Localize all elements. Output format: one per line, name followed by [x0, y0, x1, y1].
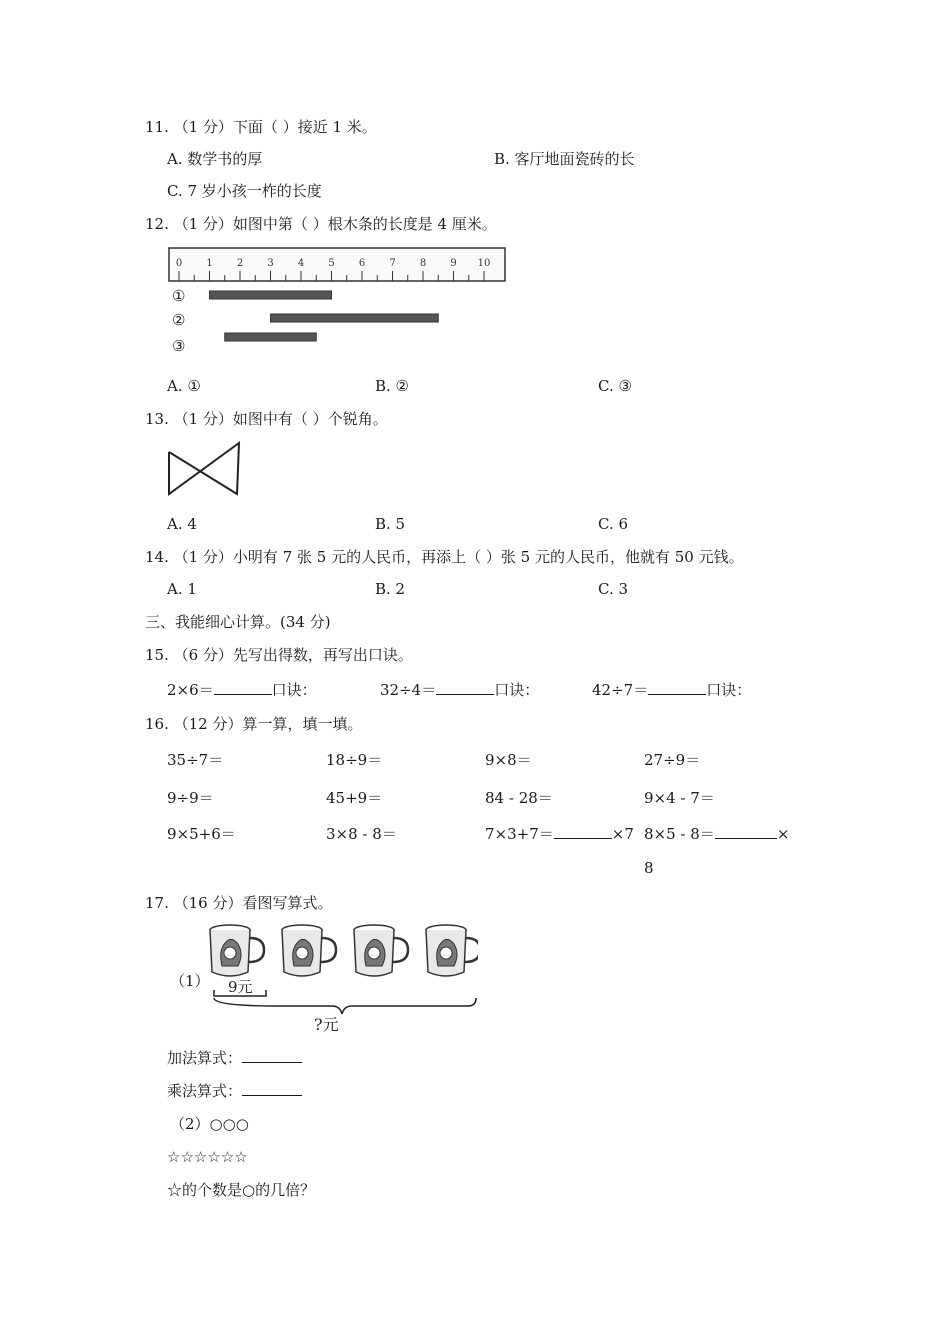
- q12-ruler-figure: [166, 244, 512, 366]
- q15-tail-3: 口诀：: [706, 681, 752, 699]
- cup-4: [426, 925, 478, 976]
- bowtie-shape: [169, 443, 239, 494]
- q17-part2-stars: ☆☆☆☆☆☆: [167, 1148, 248, 1166]
- q17-add-blank[interactable]: [242, 1048, 302, 1063]
- q15-tail-1: 口诀：: [271, 681, 317, 699]
- total-brace: [214, 998, 476, 1014]
- q16-fill-blank-1[interactable]: [554, 824, 612, 839]
- ruler-number: 4: [297, 258, 305, 269]
- q17-add-row: [167, 1048, 302, 1068]
- q15-item-2: [380, 680, 539, 700]
- q17-stem: 17. （16 分）看图写算式。: [145, 894, 333, 912]
- q17-mul-label: 乘法算式：: [167, 1082, 243, 1100]
- q16-r1-c4: 27÷9＝: [644, 751, 701, 769]
- q16-fill-blank-2[interactable]: [715, 824, 777, 839]
- q15-answer-blank-3[interactable]: [648, 680, 706, 695]
- q13-bowtie-figure: [165, 440, 245, 500]
- q16-r3-wrap: 8: [644, 859, 654, 877]
- bar-label-3: ③: [172, 337, 186, 355]
- q15-item-1: [167, 680, 317, 700]
- q15-stem: 15. （6 分）先写出得数，再写出口诀。: [145, 646, 413, 664]
- q16-r1-c2: 18÷9＝: [326, 751, 383, 769]
- total-label: ?元: [314, 1015, 339, 1034]
- q11-option-b: B. 客厅地面瓷砖的长: [494, 150, 635, 168]
- q15-tail-2: 口诀：: [494, 681, 540, 699]
- q16-r1-c1: 35÷7＝: [167, 751, 224, 769]
- q13-option-a: A. 4: [167, 515, 197, 533]
- ruler-number: 3: [267, 258, 274, 269]
- q16-r2-c2: 45+9＝: [326, 789, 383, 807]
- wood-bar-2: [271, 314, 439, 322]
- q15-expr-2: 32÷4＝: [380, 681, 437, 699]
- q14-option-c: C. 3: [598, 580, 629, 598]
- cup-1: [210, 925, 264, 976]
- q17-add-label: 加法算式：: [167, 1049, 243, 1067]
- q15-item-3: [592, 680, 751, 700]
- q14-option-b: B. 2: [375, 580, 406, 598]
- q15-answer-blank-1[interactable]: [214, 680, 272, 695]
- cups-group: [210, 925, 478, 976]
- ruler-number: 5: [328, 258, 335, 269]
- wood-bar-3: [225, 333, 317, 341]
- q16-r3-c3: [485, 824, 634, 844]
- q17-mul-blank[interactable]: [242, 1081, 302, 1096]
- q16-stem: 16. （12 分）算一算，填一填。: [145, 715, 363, 733]
- cup-3: [354, 925, 408, 976]
- q16-r3-c4-pre: 8×5 - 8＝: [644, 825, 715, 843]
- q16-r3-c4-post: ×: [776, 825, 790, 843]
- bar-label-1: ①: [172, 287, 186, 305]
- ruler-number: 7: [389, 258, 396, 269]
- q16-r3-c3-pre: 7×3+7＝: [485, 825, 554, 843]
- ruler-number: 8: [419, 258, 427, 269]
- section-3-heading: 三、我能细心计算。(34 分): [145, 613, 331, 631]
- q16-r3-c3-post: ×7: [611, 825, 634, 843]
- price-label: 9元: [228, 978, 253, 996]
- q17-part2-circles: （2）○○○: [170, 1115, 249, 1133]
- q11-option-c: C. 7 岁小孩一柞的长度: [167, 182, 322, 200]
- q13-option-c: C. 6: [598, 515, 629, 533]
- q17-cups-figure: [206, 920, 478, 1036]
- q17-mul-row: [167, 1081, 302, 1101]
- q11-option-a: A. 数学书的厚: [167, 150, 263, 168]
- q12-option-b: B. ②: [375, 377, 410, 395]
- ruler-number: 6: [358, 258, 366, 269]
- q16-r2-c3: 84 - 28＝: [485, 789, 553, 807]
- ruler-number: 10: [477, 258, 491, 269]
- q15-expr-1: 2×6＝: [167, 681, 214, 699]
- ruler-number: 9: [450, 258, 457, 269]
- q16-r3-c1: 9×5+6＝: [167, 825, 236, 843]
- ruler-number: 2: [236, 258, 244, 269]
- q16-r3-c4: [644, 824, 789, 844]
- q13-option-b: B. 5: [375, 515, 406, 533]
- q16-r2-c1: 9÷9＝: [167, 789, 214, 807]
- wood-bar-1: [210, 291, 332, 299]
- q15-expr-3: 42÷7＝: [592, 681, 649, 699]
- bar-label-2: ②: [172, 311, 186, 329]
- q16-r3-c2: 3×8 - 8＝: [326, 825, 397, 843]
- q11-stem: 11. （1 分）下面（ ）接近 1 米。: [145, 118, 377, 136]
- q14-stem: 14. （1 分）小明有 7 张 5 元的人民币，再添上（ ）张 5 元的人民币，他就有 50 元钱。: [145, 548, 744, 566]
- q12-stem: 12. （1 分）如图中第（ ）根木条的长度是 4 厘米。: [145, 215, 497, 233]
- ruler-number: 1: [206, 258, 213, 269]
- q15-answer-blank-2[interactable]: [436, 680, 494, 695]
- ruler-number: 0: [175, 258, 183, 269]
- cup-2: [282, 925, 336, 976]
- q12-option-a: A. ①: [167, 377, 201, 395]
- q17-part1-label: （1）: [170, 972, 210, 990]
- q12-option-c: C. ③: [598, 377, 632, 395]
- q16-r1-c3: 9×8＝: [485, 751, 532, 769]
- q17-part2-question: ☆的个数是○的几倍？: [167, 1181, 316, 1199]
- q13-stem: 13. （1 分）如图中有（ ）个锐角。: [145, 410, 388, 428]
- q16-r2-c4: 9×4 - 7＝: [644, 789, 715, 807]
- q14-option-a: A. 1: [167, 580, 197, 598]
